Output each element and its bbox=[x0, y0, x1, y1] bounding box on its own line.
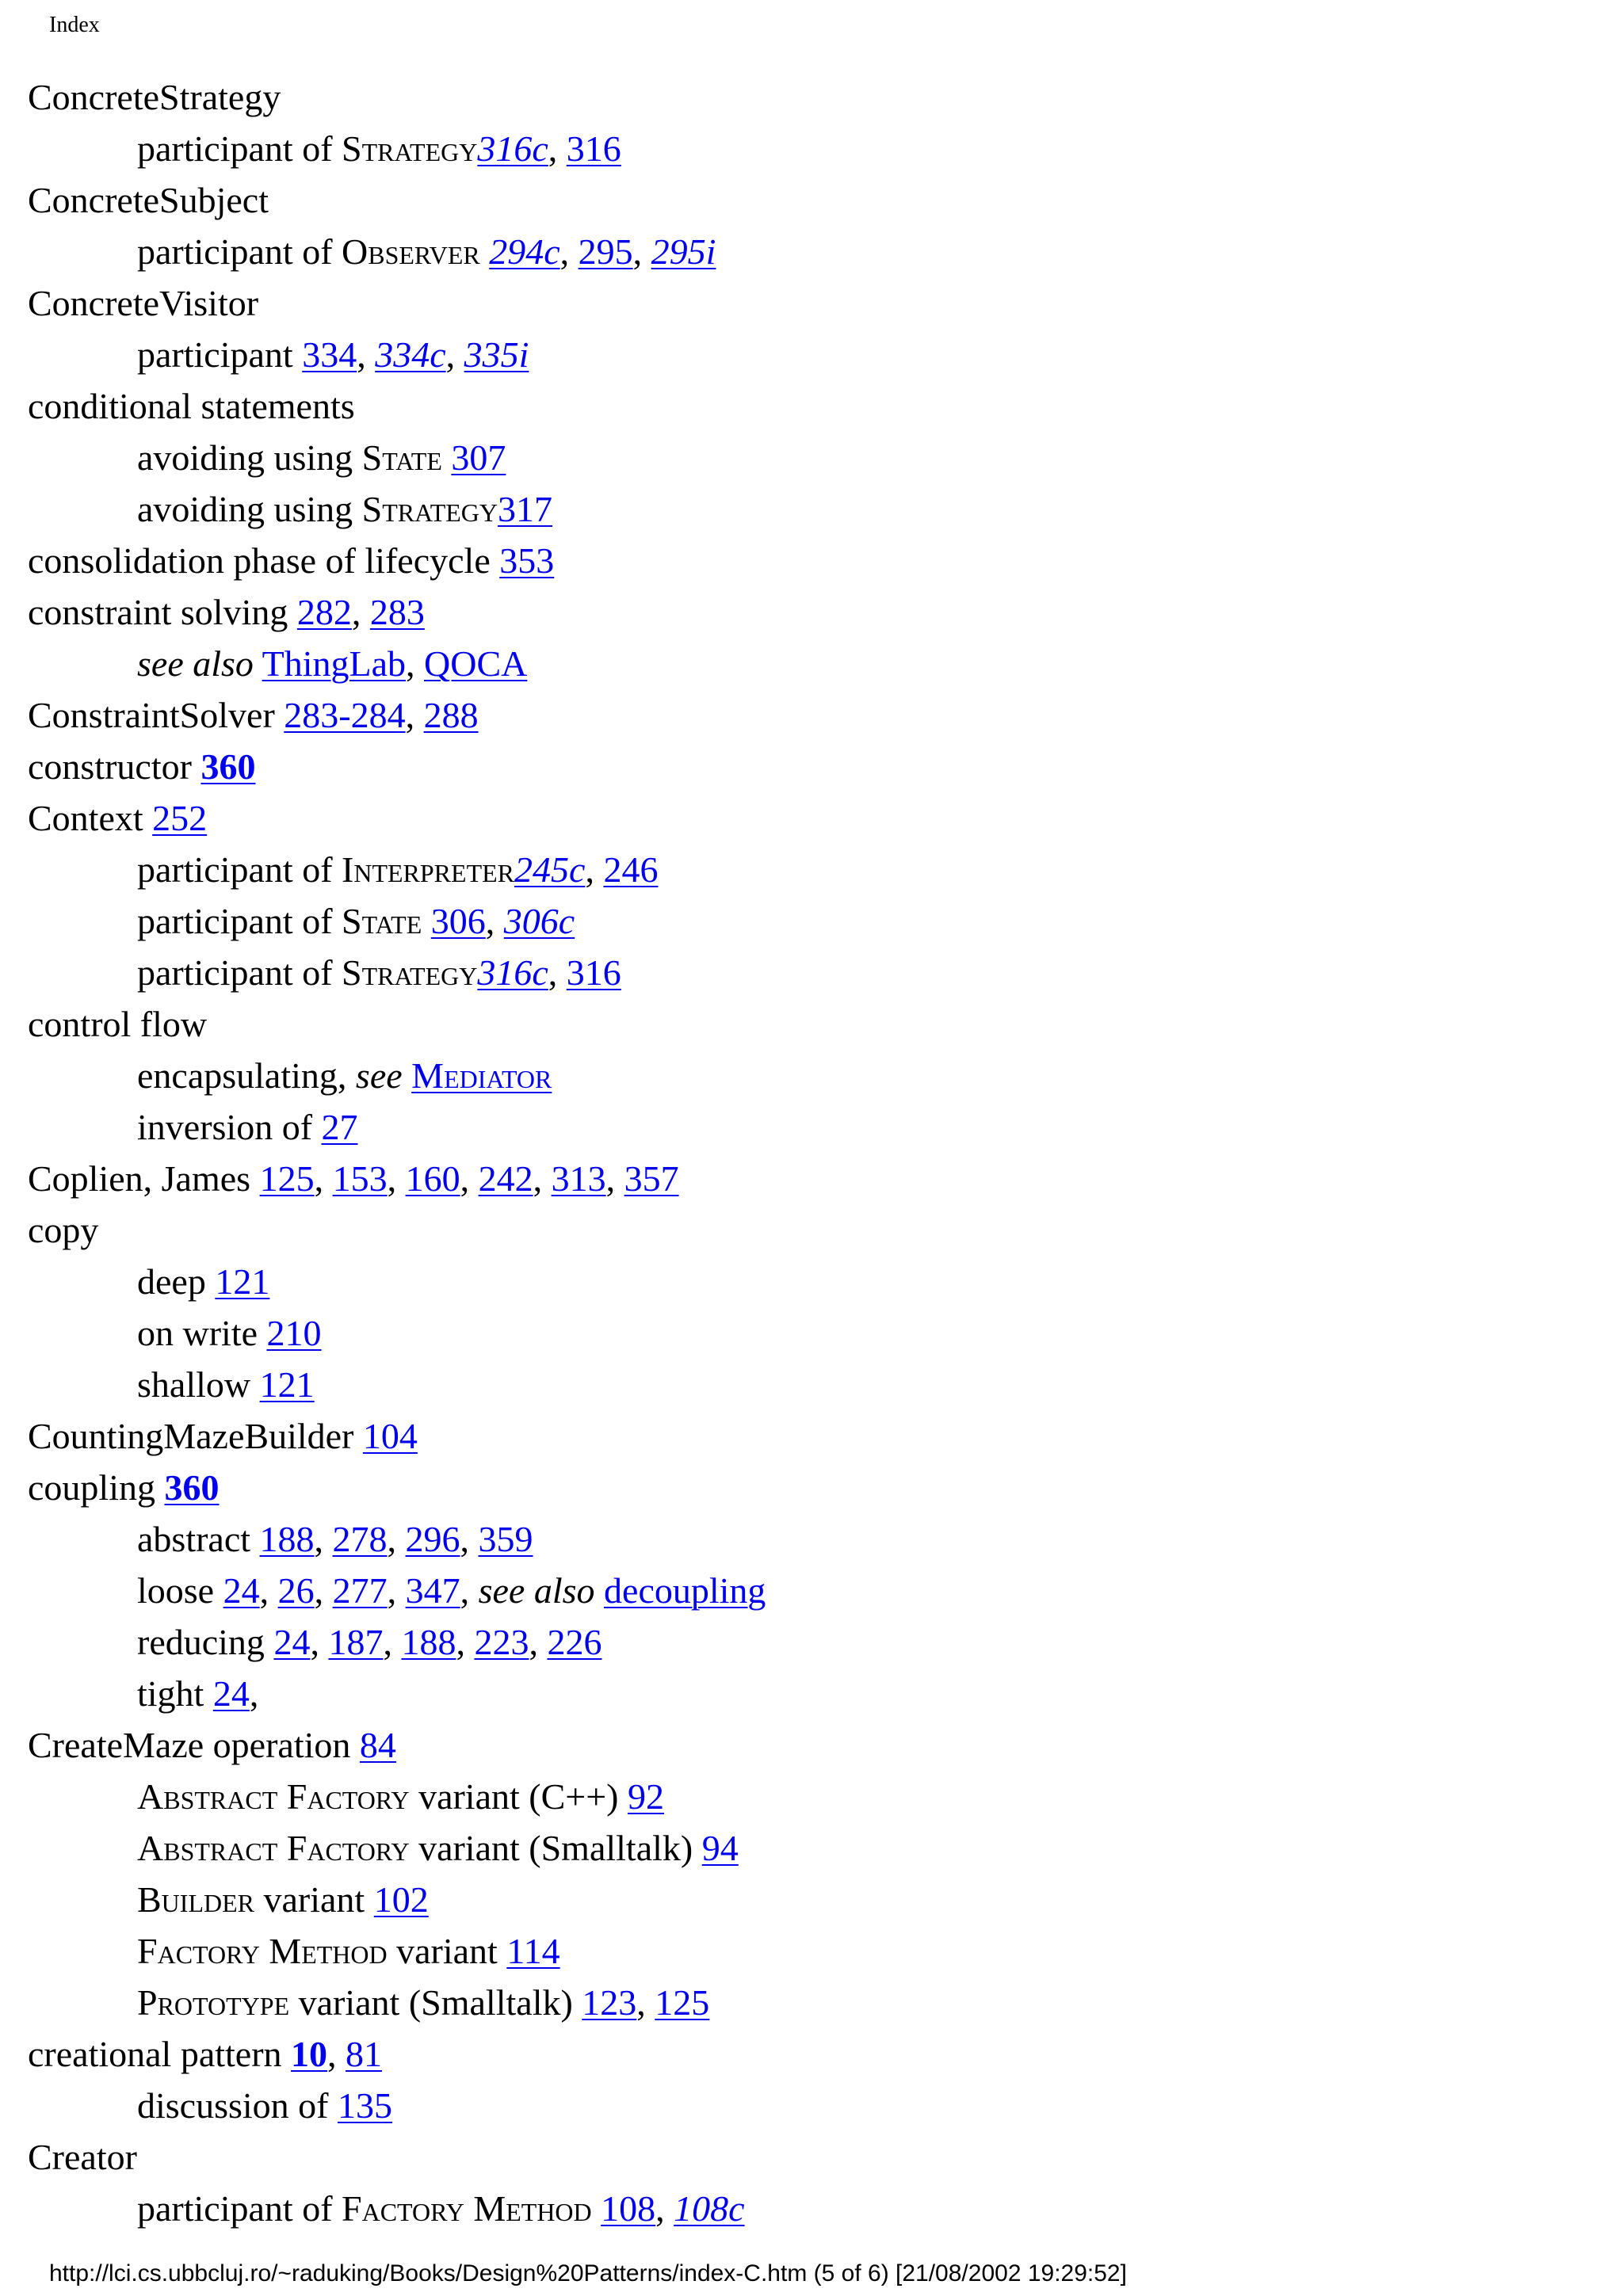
entry-text: loose bbox=[137, 1570, 223, 1611]
entry-text: , bbox=[314, 1570, 333, 1611]
index-subentry bbox=[28, 1874, 1613, 1925]
entry-text: , bbox=[314, 1158, 333, 1199]
entry-text bbox=[422, 901, 431, 941]
pattern-name-text: Prototype bbox=[137, 1982, 290, 2023]
index-subentry bbox=[28, 1771, 1613, 1822]
pattern-name-text: Abstract Factory bbox=[137, 1776, 410, 1817]
page-footer-url: http://lci.cs.ubbcluj.ro/~raduking/Books/Design%20Patterns/index-C.htm (5 of 6) [21/08/2002 19:29:52] bbox=[49, 2260, 1127, 2286]
entry-text: on write bbox=[137, 1313, 267, 1353]
index-entry bbox=[28, 586, 1613, 638]
index-entry bbox=[28, 741, 1613, 792]
pattern-name-text: Strategy bbox=[342, 128, 478, 169]
index-subentry bbox=[28, 1256, 1613, 1307]
page-reference-link[interactable]: 295 bbox=[578, 231, 633, 272]
entry-text: see also bbox=[478, 1570, 595, 1611]
index-subentry bbox=[28, 123, 1613, 174]
page-reference-link[interactable]: 121 bbox=[259, 1364, 315, 1405]
entry-text: encapsulating, bbox=[137, 1055, 356, 1096]
pattern-name-text: State bbox=[342, 901, 422, 941]
index-subentry bbox=[28, 1668, 1613, 1719]
entry-text bbox=[480, 231, 490, 272]
page-reference-link[interactable]: 160 bbox=[405, 1158, 460, 1199]
entry-text: , bbox=[460, 1570, 479, 1611]
index-subentry bbox=[28, 1565, 1613, 1616]
page-reference-link[interactable]: 334 bbox=[302, 334, 357, 375]
index-subentry bbox=[28, 1513, 1613, 1565]
entry-text: inversion of bbox=[137, 1107, 322, 1147]
page-reference-link[interactable]: 125 bbox=[259, 1158, 315, 1199]
page-reference-link[interactable]: 187 bbox=[328, 1622, 384, 1662]
entry-text: , bbox=[632, 231, 651, 272]
index-subentry bbox=[28, 432, 1613, 483]
page-reference-link[interactable]: 334c bbox=[375, 334, 446, 375]
entry-text: variant (Smalltalk) bbox=[409, 1828, 702, 1868]
entry-text: , bbox=[327, 2034, 346, 2074]
entry-text: Coplien, James bbox=[28, 1158, 260, 1199]
index-list bbox=[28, 71, 1613, 2234]
index-entry bbox=[28, 1462, 1613, 1513]
entry-text: Creator bbox=[28, 2137, 137, 2177]
index-entry bbox=[28, 71, 1613, 123]
page-reference-link[interactable]: 316 bbox=[566, 952, 621, 993]
index-entry bbox=[28, 2028, 1613, 2080]
entry-text: , bbox=[387, 1570, 406, 1611]
entry-text: see also bbox=[137, 643, 254, 684]
page-reference-link[interactable]: 125 bbox=[655, 1982, 710, 2023]
page-reference-link[interactable]: 242 bbox=[478, 1158, 533, 1199]
page-reference-link[interactable]: 24 bbox=[212, 1673, 250, 1714]
pattern-name-text: Builder bbox=[137, 1879, 254, 1920]
pattern-name-text: Observer bbox=[342, 231, 480, 272]
page-reference-link[interactable]: 313 bbox=[551, 1158, 606, 1199]
entry-text: , bbox=[485, 901, 504, 941]
page-reference-link[interactable]: 294c bbox=[489, 231, 560, 272]
page-reference-link[interactable]: 210 bbox=[266, 1313, 322, 1353]
page-reference-link[interactable]: 277 bbox=[332, 1570, 388, 1611]
entry-text: , bbox=[405, 695, 424, 735]
entry-text bbox=[403, 1055, 412, 1096]
entry-text: , bbox=[585, 849, 604, 890]
entry-text: CountingMazeBuilder bbox=[28, 1416, 363, 1456]
entry-text: , bbox=[533, 1158, 552, 1199]
page-reference-link[interactable]: 123 bbox=[582, 1982, 637, 2023]
entry-text: , bbox=[548, 952, 567, 993]
page-reference-link[interactable]: 223 bbox=[474, 1622, 529, 1662]
entry-text: , bbox=[460, 1519, 479, 1559]
entry-text: ConcreteStrategy bbox=[28, 77, 281, 117]
page-reference-link[interactable]: 347 bbox=[405, 1570, 460, 1611]
entry-text: , bbox=[383, 1622, 402, 1662]
index-subentry bbox=[28, 1925, 1613, 1977]
page-reference-link[interactable]: 283 bbox=[369, 592, 425, 632]
entry-text: , bbox=[456, 1622, 475, 1662]
entry-text: Context bbox=[28, 798, 153, 838]
index-subentry bbox=[28, 329, 1613, 380]
page-reference-link[interactable]: 27 bbox=[321, 1107, 358, 1147]
entry-text: , bbox=[655, 2188, 674, 2229]
index-subentry bbox=[28, 844, 1613, 895]
entry-text: coupling bbox=[28, 1467, 165, 1508]
entry-text: participant of bbox=[137, 128, 342, 169]
index-entry bbox=[28, 1410, 1613, 1462]
page-reference-link[interactable]: 114 bbox=[506, 1931, 560, 1971]
pattern-name-text: State bbox=[361, 437, 442, 478]
entry-text: , bbox=[249, 1673, 259, 1714]
entry-text: , bbox=[548, 128, 567, 169]
page-reference-link[interactable]: 24 bbox=[223, 1570, 260, 1611]
entry-text: conditional statements bbox=[28, 386, 355, 426]
index-subentry bbox=[28, 483, 1613, 535]
entry-text: , bbox=[314, 1519, 333, 1559]
page-reference-link[interactable]: 246 bbox=[603, 849, 659, 890]
page-reference-link[interactable]: 316c bbox=[477, 952, 548, 993]
pattern-name-text: Factory Method bbox=[342, 2188, 592, 2229]
entry-text: variant (Smalltalk) bbox=[289, 1982, 582, 2023]
page-reference-link[interactable]: 360 bbox=[200, 746, 256, 787]
page-reference-link[interactable]: 94 bbox=[701, 1828, 739, 1868]
page-reference-link[interactable]: 335i bbox=[464, 334, 529, 375]
index-entry bbox=[28, 535, 1613, 586]
index-subentry bbox=[28, 226, 1613, 277]
index-subentry bbox=[28, 2080, 1613, 2131]
entry-text: ConcreteSubject bbox=[28, 180, 269, 220]
index-subentry bbox=[28, 1822, 1613, 1874]
index-entry bbox=[28, 689, 1613, 741]
pattern-name-text: Abstract Factory bbox=[137, 1828, 410, 1868]
index-subentry bbox=[28, 1977, 1613, 2028]
entry-text: participant of bbox=[137, 231, 342, 272]
page-reference-link[interactable]: 317 bbox=[498, 489, 553, 529]
index-subentry bbox=[28, 638, 1613, 689]
index-entry bbox=[28, 174, 1613, 226]
index-subentry bbox=[28, 1101, 1613, 1153]
entry-text: avoiding using bbox=[137, 489, 362, 529]
page-reference-link[interactable]: 283-284 bbox=[284, 695, 406, 735]
entry-text: , bbox=[406, 643, 424, 684]
page-reference-link[interactable]: 245c bbox=[514, 849, 586, 890]
page-reference-link[interactable]: ThingLab bbox=[262, 643, 406, 684]
page-reference-link[interactable]: 306c bbox=[503, 901, 575, 941]
index-subentry bbox=[28, 2183, 1613, 2234]
entry-text: variant bbox=[254, 1879, 374, 1920]
entry-text: , bbox=[387, 1519, 406, 1559]
entry-text: participant of bbox=[137, 952, 342, 993]
page-reference-link[interactable]: 121 bbox=[215, 1261, 270, 1302]
entry-text: abstract bbox=[137, 1519, 260, 1559]
entry-text: , bbox=[357, 334, 376, 375]
page-reference-link[interactable]: decoupling bbox=[604, 1570, 766, 1611]
page-reference-link[interactable]: 10 bbox=[291, 2034, 328, 2074]
pattern-name-text: Factory Method bbox=[137, 1931, 388, 1971]
entry-text: participant of bbox=[137, 2188, 342, 2229]
page-reference-link[interactable]: 188 bbox=[259, 1519, 315, 1559]
entry-text: consolidation phase of lifecycle bbox=[28, 540, 500, 581]
page-reference-link[interactable]: 353 bbox=[499, 540, 555, 581]
index-subentry bbox=[28, 947, 1613, 998]
entry-text: , bbox=[460, 1158, 479, 1199]
entry-text: , bbox=[445, 334, 464, 375]
index-subentry bbox=[28, 895, 1613, 947]
page-reference-link[interactable]: 357 bbox=[624, 1158, 679, 1199]
entry-text: , bbox=[259, 1570, 278, 1611]
pattern-name-text: Interpreter bbox=[342, 849, 515, 890]
page-reference-link[interactable]: 295i bbox=[651, 231, 716, 272]
index-entry bbox=[28, 2131, 1613, 2183]
entry-text bbox=[254, 643, 262, 684]
pattern-name-text: Strategy bbox=[361, 489, 498, 529]
page-reference-link[interactable]: 135 bbox=[338, 2085, 392, 2126]
entry-text: avoiding using bbox=[137, 437, 362, 478]
entry-text: see bbox=[355, 1055, 403, 1096]
entry-text: variant (C++) bbox=[409, 1776, 628, 1817]
entry-text: , bbox=[310, 1622, 329, 1662]
page-header-title: Index bbox=[49, 13, 100, 37]
page-reference-link[interactable]: 296 bbox=[405, 1519, 460, 1559]
entry-text: participant of bbox=[137, 901, 342, 941]
entry-text: , bbox=[559, 231, 579, 272]
page-reference-link[interactable]: 278 bbox=[332, 1519, 388, 1559]
page-reference-link[interactable]: 282 bbox=[296, 592, 352, 632]
page-reference-link[interactable]: 102 bbox=[373, 1879, 429, 1920]
page-reference-link[interactable]: 359 bbox=[478, 1519, 533, 1559]
pattern-name-text: Strategy bbox=[342, 952, 478, 993]
page-reference-link[interactable]: 316c bbox=[477, 128, 548, 169]
index-subentry bbox=[28, 1050, 1613, 1101]
index-entry bbox=[28, 1204, 1613, 1256]
index-entry bbox=[28, 792, 1613, 844]
page-reference-link[interactable]: 84 bbox=[359, 1725, 396, 1765]
entry-text: variant bbox=[387, 1931, 507, 1971]
entry-text: copy bbox=[28, 1210, 99, 1250]
entry-text: reducing bbox=[137, 1622, 274, 1662]
entry-text: constraint solving bbox=[28, 592, 297, 632]
index-subentry bbox=[28, 1307, 1613, 1359]
page-reference-link[interactable]: 360 bbox=[164, 1467, 220, 1508]
entry-text bbox=[595, 1570, 605, 1611]
entry-text bbox=[592, 2188, 601, 2229]
page-reference-link[interactable]: 108 bbox=[601, 2188, 656, 2229]
page-reference-link[interactable]: 81 bbox=[346, 2034, 383, 2074]
entry-text: tight bbox=[137, 1673, 213, 1714]
page-reference-link[interactable]: Mediator bbox=[411, 1055, 552, 1096]
index-entry bbox=[28, 998, 1613, 1050]
index-subentry bbox=[28, 1616, 1613, 1668]
page-reference-link[interactable]: 108c bbox=[674, 2188, 745, 2229]
page-reference-link[interactable]: QOCA bbox=[424, 643, 528, 684]
page-reference-link[interactable]: 316 bbox=[566, 128, 621, 169]
entry-text: control flow bbox=[28, 1004, 208, 1044]
page-reference-link[interactable]: 104 bbox=[362, 1416, 418, 1456]
page-reference-link[interactable]: 153 bbox=[332, 1158, 388, 1199]
entry-text: constructor bbox=[28, 746, 201, 787]
index-subentry bbox=[28, 1359, 1613, 1410]
page-reference-link[interactable]: 307 bbox=[451, 437, 506, 478]
page-reference-link[interactable]: 306 bbox=[430, 901, 486, 941]
entry-text: ConcreteVisitor bbox=[28, 283, 259, 323]
entry-text: , bbox=[529, 1622, 548, 1662]
entry-text: CreateMaze operation bbox=[28, 1725, 360, 1765]
entry-text: shallow bbox=[137, 1364, 260, 1405]
page-reference-link[interactable]: 226 bbox=[547, 1622, 602, 1662]
entry-text: , bbox=[605, 1158, 624, 1199]
index-entry bbox=[28, 380, 1613, 432]
entry-text: deep bbox=[137, 1261, 216, 1302]
entry-text: creational pattern bbox=[28, 2034, 292, 2074]
entry-text: ConstraintSolver bbox=[28, 695, 285, 735]
page-reference-link[interactable]: 26 bbox=[277, 1570, 315, 1611]
index-entry bbox=[28, 277, 1613, 329]
entry-text: , bbox=[387, 1158, 406, 1199]
entry-text: discussion of bbox=[137, 2085, 338, 2126]
page-reference-link[interactable]: 92 bbox=[627, 1776, 664, 1817]
index-entry bbox=[28, 1719, 1613, 1771]
page-reference-link[interactable]: 24 bbox=[273, 1622, 311, 1662]
entry-text: , bbox=[636, 1982, 655, 2023]
entry-text: , bbox=[351, 592, 370, 632]
entry-text: participant bbox=[137, 334, 303, 375]
page-reference-link[interactable]: 288 bbox=[423, 695, 479, 735]
index-entry bbox=[28, 1153, 1613, 1204]
page-reference-link[interactable]: 188 bbox=[401, 1622, 456, 1662]
entry-text bbox=[442, 437, 452, 478]
entry-text: participant of bbox=[137, 849, 342, 890]
page-reference-link[interactable]: 252 bbox=[152, 798, 208, 838]
